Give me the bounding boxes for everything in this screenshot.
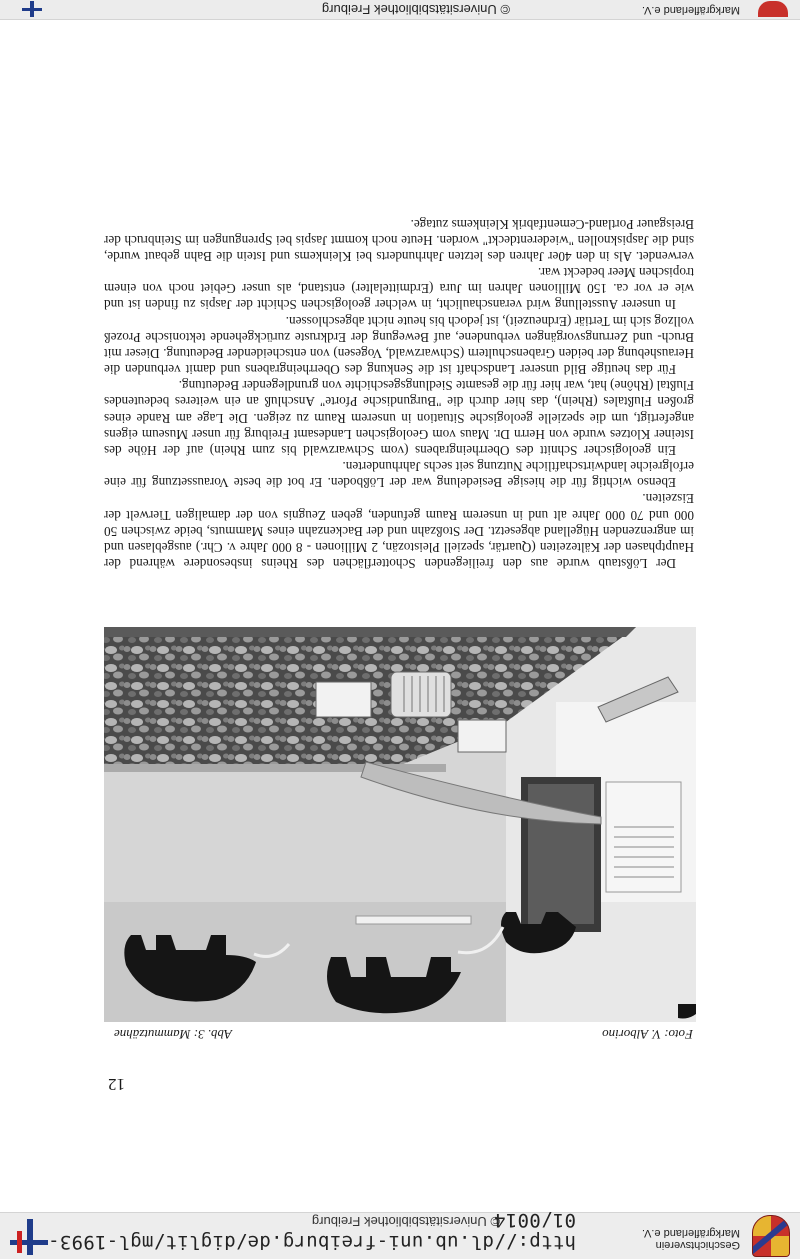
paragraph: Ebenso wichtig für die hiesige Besiedelung war der Lößboden. Er bot die beste Voraussetzung für eine erfolgreiche landwirtschaftliche Nutzung seit sechs Jahrhunderten. [104,459,694,491]
page-number: 12 [108,1075,125,1094]
footer-bar [0,0,800,20]
photo-credit: Foto: V. Alborino [602,1027,693,1042]
ub-freiburg-logo-icon[interactable] [22,1,42,17]
coat-of-arms-icon[interactable] [758,1,788,17]
paragraph: verwendet. Als in den 40er Jahren des letzten Jahrhunderts bei Kleinkems und Istein die Bahn gebaut wurde, sind die Jaspisknollen "wiederentdeckt" worden. Heute noch kommt Jaspis bei Sprengungen im Steinbruch der Breisgauer Portland-Cementfabrik Kleinkems zutage. [104,216,694,265]
header-bar [0,1209,800,1259]
figure-caption: Abb. 3: Mammutzähne [113,1027,232,1042]
paragraph: Ein geologischer Schnitt des Oberrheingrabens (vom Schwarzwald bis zum Rhein) auf der Höhe des Isteiner Klotzes wurde von Herrn Dr. Maus vom Geologischen Landesamt Freiburg für unser Museum eigens angefertigt, um die spezielle geologische Situation in unserem Raum zu zeigen. Die Lage am Rande eines großen Flußtales (Rhein), das hier durch die "Burgundische Pforte" Anschluß an ein weiteres bedeutendes Flußtal (Rhône) hat, war hier für die gesamte Siedlungsgeschichte von grundlegender Bedeutung. [104,378,694,458]
paragraph: Der Lößstaub wurde aus den freiliegenden Schotterflächen des Rheins insbesondere während der Hauptphasen der Kältezeiten (Quartär, speziell Pleistozän, 2 Millionen - 8 000 Jahre v. Chr.) ausgeblasen und im angrenzenden Hügelland abgesetzt. Der Stoßzahn und der Backenzahn eines Mammuts, beide zwischen 50 000 und 70 000 Jahre alt und in unserem Raum gefunden, geben Zeugnis von der damaligen Tierwelt der Eiszeiten. [104,491,694,571]
body-text [104,216,694,571]
document-url[interactable]: http://dl.ub.uni-freiburg.de/diglit/mgl-1993-01/0014 [47,1209,576,1253]
ub-freiburg-logo-icon[interactable] [6,1217,52,1255]
mammoth-teeth-photo [104,627,696,1022]
paragraph: Für das heutige Bild unserer Landschaft ist die Senkung des Oberrheingrabens und damit verbunden die Heraushebung der beiden Grabenschultern (Schwarzwald, Vogesen) von entscheidender Bedeutung. Dieser mit Bruch- und Zerrungsvorgängen verbundene, auf Bewegung der Erdkruste zurückgehende tektonische Prozeß vollzog sich im Tertiär (Erdneuzeit), ist jedoch bis heute nicht abgeschlossen. [104,313,694,378]
footer-society: Markgräflerland e.V. [641,4,740,16]
paragraph: In unserer Ausstellung wird veranschaulicht, in welcher geologischen Schicht der Jaspis zu finden ist und wie er vor ca. 150 Millionen Jahren im Jura (Erdmittelalter) entstand, als unser Gebiet noch von einem tropischen Meer bedeckt war. [104,265,694,313]
coat-of-arms-icon[interactable] [752,1215,790,1257]
society-name[interactable]: Geschichtsverein Markgräflerland e.V. [641,1227,740,1251]
footer-copyright: © Universitätsbibliothek Freiburg [321,2,510,17]
copyright-notice: © Universitätsbibliothek Freiburg [311,1214,500,1229]
